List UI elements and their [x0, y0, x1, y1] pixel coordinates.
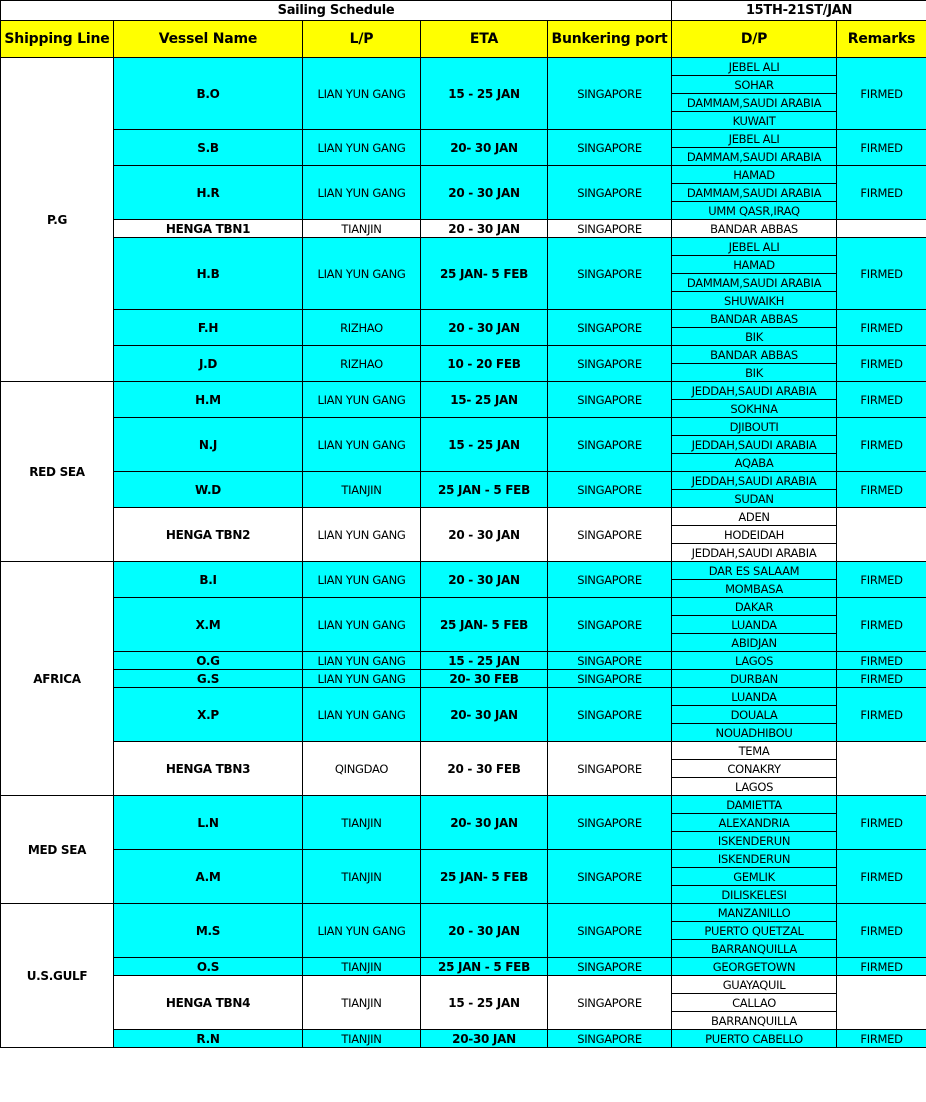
eta-cell: 20 - 30 JAN: [421, 904, 548, 958]
schedule-row: [1, 652, 926, 670]
schedule-row: [1, 418, 926, 436]
schedule-row: [1, 796, 926, 814]
discharge-port-cell: HAMAD: [672, 256, 837, 274]
discharge-port-cell: KUWAIT: [672, 112, 837, 130]
bunkering-port-cell: SINGAPORE: [548, 346, 672, 382]
loading-port-cell: RIZHAO: [303, 346, 421, 382]
discharge-port-cell: MANZANILLO: [672, 904, 837, 922]
vessel-name-cell: HENGA TBN1: [114, 220, 303, 238]
discharge-port-cell: SOHAR: [672, 76, 837, 94]
remarks-cell: FIRMED: [837, 346, 926, 382]
remarks-cell: FIRMED: [837, 652, 926, 670]
remarks-cell: FIRMED: [837, 238, 926, 310]
discharge-port-cell: BIK: [672, 328, 837, 346]
schedule-row: [1, 958, 926, 976]
discharge-port-cell: CONAKRY: [672, 760, 837, 778]
bunkering-port-cell: SINGAPORE: [548, 976, 672, 1030]
discharge-port-cell: MOMBASA: [672, 580, 837, 598]
bunkering-port-cell: SINGAPORE: [548, 166, 672, 220]
remarks-cell: FIRMED: [837, 1030, 926, 1048]
discharge-port-cell: BARRANQUILLA: [672, 940, 837, 958]
loading-port-cell: LIAN YUN GANG: [303, 166, 421, 220]
discharge-port-cell: BANDAR ABBAS: [672, 310, 837, 328]
schedule-row: [1, 130, 926, 148]
discharge-port-cell: BANDAR ABBAS: [672, 346, 837, 364]
sheet-title: Sailing Schedule: [1, 1, 672, 21]
discharge-port-cell: DAMMAM,SAUDI ARABIA: [672, 184, 837, 202]
discharge-port-cell: HAMAD: [672, 166, 837, 184]
vessel-name-cell: F.H: [114, 310, 303, 346]
loading-port-cell: LIAN YUN GANG: [303, 508, 421, 562]
discharge-port-cell: JEDDAH,SAUDI ARABIA: [672, 436, 837, 454]
loading-port-cell: LIAN YUN GANG: [303, 58, 421, 130]
header-bunkering-port: Bunkering port: [548, 21, 672, 58]
loading-port-cell: LIAN YUN GANG: [303, 652, 421, 670]
bunkering-port-cell: SINGAPORE: [548, 688, 672, 742]
schedule-row: [1, 562, 926, 580]
week-range: 15TH-21ST/JAN: [672, 1, 926, 21]
bunkering-port-cell: SINGAPORE: [548, 850, 672, 904]
bunkering-port-cell: SINGAPORE: [548, 238, 672, 310]
header-row: [1, 21, 926, 58]
discharge-port-cell: DAMMAM,SAUDI ARABIA: [672, 94, 837, 112]
bunkering-port-cell: SINGAPORE: [548, 796, 672, 850]
vessel-name-cell: B.I: [114, 562, 303, 598]
bunkering-port-cell: SINGAPORE: [548, 598, 672, 652]
discharge-port-cell: GEORGETOWN: [672, 958, 837, 976]
loading-port-cell: TIANJIN: [303, 850, 421, 904]
remarks-cell: FIRMED: [837, 166, 926, 220]
loading-port-cell: TIANJIN: [303, 958, 421, 976]
eta-cell: 25 JAN- 5 FEB: [421, 598, 548, 652]
loading-port-cell: LIAN YUN GANG: [303, 130, 421, 166]
vessel-name-cell: R.N: [114, 1030, 303, 1048]
loading-port-cell: TIANJIN: [303, 1030, 421, 1048]
loading-port-cell: LIAN YUN GANG: [303, 238, 421, 310]
bunkering-port-cell: SINGAPORE: [548, 418, 672, 472]
remarks-cell: FIRMED: [837, 598, 926, 652]
loading-port-cell: QINGDAO: [303, 742, 421, 796]
discharge-port-cell: ISKENDERUN: [672, 832, 837, 850]
discharge-port-cell: DAKAR: [672, 598, 837, 616]
discharge-port-cell: JEDDAH,SAUDI ARABIA: [672, 472, 837, 490]
vessel-name-cell: O.S: [114, 958, 303, 976]
vessel-name-cell: N.J: [114, 418, 303, 472]
header-shipping-line: Shipping Line: [1, 21, 114, 58]
eta-cell: 25 JAN- 5 FEB: [421, 850, 548, 904]
discharge-port-cell: DURBAN: [672, 670, 837, 688]
vessel-name-cell: B.O: [114, 58, 303, 130]
bunkering-port-cell: SINGAPORE: [548, 562, 672, 598]
eta-cell: 20 - 30 JAN: [421, 220, 548, 238]
remarks-cell: FIRMED: [837, 670, 926, 688]
vessel-name-cell: M.S: [114, 904, 303, 958]
loading-port-cell: LIAN YUN GANG: [303, 904, 421, 958]
loading-port-cell: LIAN YUN GANG: [303, 598, 421, 652]
eta-cell: 20 - 30 JAN: [421, 166, 548, 220]
vessel-name-cell: O.G: [114, 652, 303, 670]
remarks-cell: [837, 508, 926, 562]
discharge-port-cell: UMM QASR,IRAQ: [672, 202, 837, 220]
loading-port-cell: LIAN YUN GANG: [303, 382, 421, 418]
eta-cell: 15 - 25 JAN: [421, 418, 548, 472]
discharge-port-cell: PUERTO QUETZAL: [672, 922, 837, 940]
discharge-port-cell: DAR ES SALAAM: [672, 562, 837, 580]
discharge-port-cell: JEDDAH,SAUDI ARABIA: [672, 544, 837, 562]
shipping-line-cell: AFRICA: [1, 562, 114, 796]
discharge-port-cell: HODEIDAH: [672, 526, 837, 544]
eta-cell: 20- 30 FEB: [421, 670, 548, 688]
discharge-port-cell: BIK: [672, 364, 837, 382]
remarks-cell: FIRMED: [837, 58, 926, 130]
discharge-port-cell: GUAYAQUIL: [672, 976, 837, 994]
discharge-port-cell: DOUALA: [672, 706, 837, 724]
schedule-row: [1, 238, 926, 256]
shipping-line-cell: RED SEA: [1, 382, 114, 562]
loading-port-cell: TIANJIN: [303, 976, 421, 1030]
eta-cell: 15- 25 JAN: [421, 382, 548, 418]
vessel-name-cell: H.B: [114, 238, 303, 310]
vessel-name-cell: HENGA TBN2: [114, 508, 303, 562]
schedule-row: [1, 58, 926, 76]
eta-cell: 25 JAN - 5 FEB: [421, 958, 548, 976]
eta-cell: 20 - 30 JAN: [421, 562, 548, 598]
bunkering-port-cell: SINGAPORE: [548, 1030, 672, 1048]
eta-cell: 20 - 30 FEB: [421, 742, 548, 796]
loading-port-cell: TIANJIN: [303, 220, 421, 238]
discharge-port-cell: GEMLIK: [672, 868, 837, 886]
schedule-row: [1, 742, 926, 760]
eta-cell: 25 JAN- 5 FEB: [421, 238, 548, 310]
loading-port-cell: LIAN YUN GANG: [303, 418, 421, 472]
vessel-name-cell: HENGA TBN3: [114, 742, 303, 796]
discharge-port-cell: LUANDA: [672, 688, 837, 706]
remarks-cell: FIRMED: [837, 904, 926, 958]
header-lp: L/P: [303, 21, 421, 58]
remarks-cell: [837, 976, 926, 1030]
discharge-port-cell: SHUWAIKH: [672, 292, 837, 310]
discharge-port-cell: DILISKELESI: [672, 886, 837, 904]
schedule-row: [1, 166, 926, 184]
discharge-port-cell: BANDAR ABBAS: [672, 220, 837, 238]
shipping-line-cell: MED SEA: [1, 796, 114, 904]
discharge-port-cell: DJIBOUTI: [672, 418, 837, 436]
schedule-row: [1, 1030, 926, 1048]
eta-cell: 20-30 JAN: [421, 1030, 548, 1048]
eta-cell: 15 - 25 JAN: [421, 58, 548, 130]
bunkering-port-cell: SINGAPORE: [548, 904, 672, 958]
eta-cell: 10 - 20 FEB: [421, 346, 548, 382]
remarks-cell: FIRMED: [837, 418, 926, 472]
remarks-cell: FIRMED: [837, 850, 926, 904]
remarks-cell: FIRMED: [837, 958, 926, 976]
vessel-name-cell: H.R: [114, 166, 303, 220]
loading-port-cell: LIAN YUN GANG: [303, 670, 421, 688]
schedule-row: [1, 310, 926, 328]
loading-port-cell: LIAN YUN GANG: [303, 688, 421, 742]
discharge-port-cell: AQABA: [672, 454, 837, 472]
discharge-port-cell: JEDDAH,SAUDI ARABIA: [672, 382, 837, 400]
loading-port-cell: LIAN YUN GANG: [303, 562, 421, 598]
discharge-port-cell: BARRANQUILLA: [672, 1012, 837, 1030]
remarks-cell: FIRMED: [837, 796, 926, 850]
vessel-name-cell: J.D: [114, 346, 303, 382]
remarks-cell: FIRMED: [837, 382, 926, 418]
bunkering-port-cell: SINGAPORE: [548, 130, 672, 166]
discharge-port-cell: ISKENDERUN: [672, 850, 837, 868]
remarks-cell: [837, 220, 926, 238]
loading-port-cell: TIANJIN: [303, 472, 421, 508]
discharge-port-cell: SOKHNA: [672, 400, 837, 418]
eta-cell: 20- 30 JAN: [421, 796, 548, 850]
schedule-row: [1, 346, 926, 364]
discharge-port-cell: DAMMAM,SAUDI ARABIA: [672, 274, 837, 292]
schedule-row: [1, 976, 926, 994]
discharge-port-cell: JEBEL ALI: [672, 238, 837, 256]
discharge-port-cell: SUDAN: [672, 490, 837, 508]
header-vessel-name: Vessel Name: [114, 21, 303, 58]
remarks-cell: [837, 742, 926, 796]
bunkering-port-cell: SINGAPORE: [548, 58, 672, 130]
vessel-name-cell: HENGA TBN4: [114, 976, 303, 1030]
schedule-row: [1, 904, 926, 922]
remarks-cell: FIRMED: [837, 310, 926, 346]
schedule-row: [1, 850, 926, 868]
schedule-row: [1, 220, 926, 238]
bunkering-port-cell: SINGAPORE: [548, 742, 672, 796]
eta-cell: 15 - 25 JAN: [421, 976, 548, 1030]
vessel-name-cell: L.N: [114, 796, 303, 850]
discharge-port-cell: JEBEL ALI: [672, 130, 837, 148]
schedule-row: [1, 670, 926, 688]
discharge-port-cell: ALEXANDRIA: [672, 814, 837, 832]
bunkering-port-cell: SINGAPORE: [548, 670, 672, 688]
vessel-name-cell: G.S: [114, 670, 303, 688]
schedule-row: [1, 382, 926, 400]
bunkering-port-cell: SINGAPORE: [548, 472, 672, 508]
eta-cell: 20- 30 JAN: [421, 688, 548, 742]
shipping-line-cell: P.G: [1, 58, 114, 382]
discharge-port-cell: ABIDJAN: [672, 634, 837, 652]
bunkering-port-cell: SINGAPORE: [548, 310, 672, 346]
eta-cell: 20- 30 JAN: [421, 130, 548, 166]
discharge-port-cell: NOUADHIBOU: [672, 724, 837, 742]
bunkering-port-cell: SINGAPORE: [548, 958, 672, 976]
remarks-cell: FIRMED: [837, 472, 926, 508]
schedule-row: [1, 688, 926, 706]
vessel-name-cell: A.M: [114, 850, 303, 904]
discharge-port-cell: PUERTO CABELLO: [672, 1030, 837, 1048]
discharge-port-cell: DAMMAM,SAUDI ARABIA: [672, 148, 837, 166]
discharge-port-cell: CALLAO: [672, 994, 837, 1012]
loading-port-cell: TIANJIN: [303, 796, 421, 850]
title-row: [1, 1, 926, 21]
schedule-row: [1, 598, 926, 616]
vessel-name-cell: X.P: [114, 688, 303, 742]
eta-cell: 15 - 25 JAN: [421, 652, 548, 670]
discharge-port-cell: JEBEL ALI: [672, 58, 837, 76]
schedule-row: [1, 472, 926, 490]
vessel-name-cell: W.D: [114, 472, 303, 508]
discharge-port-cell: TEMA: [672, 742, 837, 760]
loading-port-cell: RIZHAO: [303, 310, 421, 346]
vessel-name-cell: H.M: [114, 382, 303, 418]
header-remarks: Remarks: [837, 21, 926, 58]
discharge-port-cell: DAMIETTA: [672, 796, 837, 814]
bunkering-port-cell: SINGAPORE: [548, 220, 672, 238]
header-eta: ETA: [421, 21, 548, 58]
bunkering-port-cell: SINGAPORE: [548, 508, 672, 562]
discharge-port-cell: LAGOS: [672, 652, 837, 670]
remarks-cell: FIRMED: [837, 562, 926, 598]
bunkering-port-cell: SINGAPORE: [548, 382, 672, 418]
remarks-cell: FIRMED: [837, 688, 926, 742]
discharge-port-cell: ADEN: [672, 508, 837, 526]
eta-cell: 20 - 30 JAN: [421, 310, 548, 346]
vessel-name-cell: S.B: [114, 130, 303, 166]
eta-cell: 25 JAN - 5 FEB: [421, 472, 548, 508]
vessel-name-cell: X.M: [114, 598, 303, 652]
bunkering-port-cell: SINGAPORE: [548, 652, 672, 670]
shipping-line-cell: U.S.GULF: [1, 904, 114, 1048]
discharge-port-cell: LAGOS: [672, 778, 837, 796]
discharge-port-cell: LUANDA: [672, 616, 837, 634]
header-dp: D/P: [672, 21, 837, 58]
remarks-cell: FIRMED: [837, 130, 926, 166]
schedule-row: [1, 508, 926, 526]
eta-cell: 20 - 30 JAN: [421, 508, 548, 562]
